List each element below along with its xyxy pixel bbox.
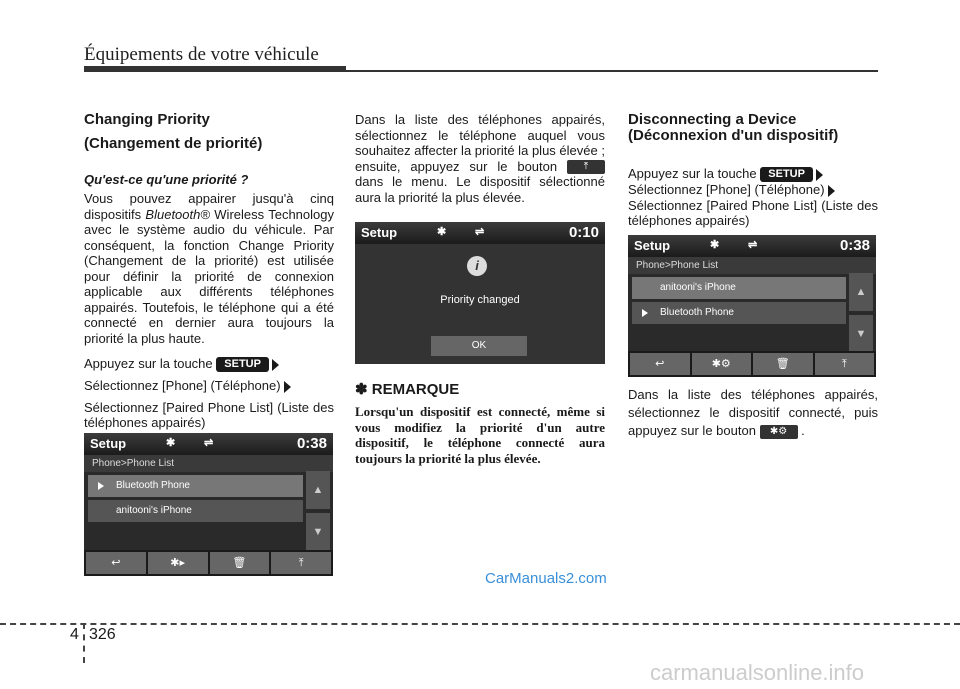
scroll-up-icon[interactable]: ▲ — [849, 273, 873, 311]
note-block — [355, 380, 605, 466]
arrow-icon — [816, 169, 823, 181]
watermark-site: carmanualsonline.info — [650, 660, 865, 685]
priority-text-a: Dans la liste des téléphones appairés, sélectionnez le téléphone auquel vous souhaitez affecter la priorité la plus élevée ; ensuite, appuyez sur le bouton — [355, 112, 605, 174]
play-icon — [642, 309, 648, 317]
paragraph-intro — [84, 191, 334, 346]
bluetooth-icon: ✱ — [166, 437, 176, 449]
ok-button[interactable]: OK — [431, 336, 527, 356]
setup-key-icon: SETUP — [760, 167, 813, 182]
screen-title: Setup — [90, 436, 127, 451]
disconnect-instructions — [628, 386, 878, 440]
step-select-list: Sélectionnez [Paired Phone List] (Liste des téléphones appairés) — [84, 399, 334, 431]
bluetooth-term: Bluetooth® — [145, 206, 210, 222]
step-select-list: Sélectionnez [Paired Phone List] (Liste des téléphones appairés) — [628, 197, 878, 229]
step2-text: Sélectionnez [Phone] (Téléphone) — [84, 378, 281, 394]
priority-icon[interactable]: ⤒ — [271, 552, 331, 574]
intro-text-a: Vous pouvez appairer jusqu'à cinq dispositifs — [84, 191, 334, 222]
info-icon: i — [467, 256, 487, 276]
screen-titlebar — [628, 235, 876, 257]
footer-rule — [0, 623, 960, 625]
step-select-phone — [84, 378, 334, 394]
step1-text: Appuyez sur la touche — [628, 166, 757, 181]
section-heading-en: Changing Priority — [84, 111, 210, 128]
page-number: 326 — [89, 626, 116, 643]
screen-clock: 0:38 — [296, 435, 327, 452]
column-1 — [84, 110, 334, 431]
delete-icon[interactable]: 🗑 — [210, 552, 270, 574]
priority-text-b: dans le menu. Le dispositif sélectionné aura la priorité la plus élevée. — [355, 174, 605, 205]
column-2 — [355, 112, 605, 205]
list-item[interactable] — [632, 302, 846, 324]
screen-breadcrumb: Phone>Phone List — [628, 257, 876, 274]
priority-button-icon: ⤒ — [567, 160, 605, 174]
usb-icon: ⇌ — [748, 239, 758, 251]
bluetooth-icon: ✱ — [710, 239, 720, 251]
popup-dialog — [355, 244, 605, 364]
paragraph-disconnect: Dans la liste des téléphones appairés, sélectionnez le dispositif connecté, puis appuyez sur le bouton ✱⚙ . — [628, 387, 878, 438]
section-heading-en: Disconnecting a Device — [628, 111, 797, 128]
page-header-title: Équipements de votre véhicule — [84, 44, 319, 65]
arrow-icon — [284, 381, 291, 393]
back-icon[interactable]: ↩ — [86, 552, 146, 574]
step1-text: Appuyez sur la touche — [84, 356, 213, 371]
arrow-icon — [272, 359, 279, 371]
list-item[interactable] — [88, 475, 303, 497]
priority-icon[interactable]: ⤒ — [815, 353, 875, 375]
intro-text-b: Wireless Technology avec le système audio du véhicule. Par conséquent, la fonction Change Priority (Changement de la priorité) est utilisée pour définir la priorité de connexion applicable aux différents téléphones appairés. Toutefois, le téléphone qui a été connecté en dernier aura toujours la priorité la plus haute. — [84, 206, 334, 346]
step2-text: Sélectionnez [Phone] (Téléphone) — [628, 182, 825, 198]
column-3 — [628, 112, 878, 229]
screen-clock: 0:10 — [568, 224, 599, 241]
subheading: Qu'est-ce qu'une priorité ? — [84, 172, 249, 187]
arrow-icon — [828, 185, 835, 197]
bluetooth-icon: ✱ — [437, 226, 447, 238]
screen-breadcrumb: Phone>Phone List — [84, 455, 333, 472]
screen-clock: 0:38 — [839, 237, 870, 254]
screen-bottom-bar — [84, 550, 333, 576]
screen-titlebar — [84, 433, 333, 455]
bluetooth-connect-icon[interactable]: ✱▸ — [148, 552, 208, 574]
scroll-down-icon[interactable]: ▼ — [306, 513, 330, 551]
screen-bottom-bar — [628, 351, 876, 377]
scroll-down-icon[interactable]: ▼ — [849, 315, 873, 353]
scroll-up-icon[interactable]: ▲ — [306, 471, 330, 509]
paragraph-priority — [355, 112, 605, 205]
setup-key-icon: SETUP — [216, 357, 269, 372]
usb-icon: ⇌ — [475, 226, 485, 238]
bluetooth-connect-icon[interactable]: ✱⚙ — [692, 353, 752, 375]
bluetooth-disconnect-button-icon: ✱⚙ — [760, 425, 798, 439]
note-text: Lorsqu'un dispositif est connecté, même si vous modifiez la priorité d'un autre dispositif, le téléphone connecté aura toujours la priorité la plus élevée. — [355, 404, 605, 466]
chapter-number: 4 — [70, 626, 79, 643]
list-item[interactable] — [632, 277, 846, 299]
list-item[interactable] — [88, 500, 303, 522]
screen-title: Setup — [361, 225, 398, 240]
watermark-text: CarManuals2.com — [485, 570, 607, 587]
list-item-label: anitooni's iPhone — [116, 505, 192, 516]
header-rule-thin — [84, 70, 878, 72]
section-heading-fr: (Changement de priorité) — [84, 135, 263, 152]
delete-icon[interactable]: 🗑 — [753, 353, 813, 375]
popup-message: Priority changed — [440, 294, 520, 306]
step-select-phone — [628, 182, 878, 198]
section-heading-fr: (Déconnexion d'un dispositif) — [628, 127, 839, 144]
play-icon — [98, 482, 104, 490]
usb-icon: ⇌ — [204, 437, 214, 449]
screen-titlebar — [355, 222, 605, 244]
step-press-setup — [628, 166, 878, 182]
list-item-label: Bluetooth Phone — [116, 480, 190, 491]
screen-title: Setup — [634, 238, 671, 253]
list-item-label: Bluetooth Phone — [660, 307, 734, 318]
note-title: ✽ REMARQUE — [355, 381, 460, 398]
screenshot-phone-list-1 — [84, 433, 333, 576]
screenshot-priority-changed — [355, 222, 605, 364]
step-press-setup — [84, 356, 334, 372]
screenshot-phone-list-2 — [628, 235, 876, 377]
disconnect-text: Dans la liste des téléphones appairés, sélectionnez le dispositif connecté, puis appuyez sur le bouton — [628, 387, 878, 438]
footer-separator — [83, 623, 85, 663]
list-item-label: anitooni's iPhone — [660, 282, 736, 293]
back-icon[interactable]: ↩ — [630, 353, 690, 375]
